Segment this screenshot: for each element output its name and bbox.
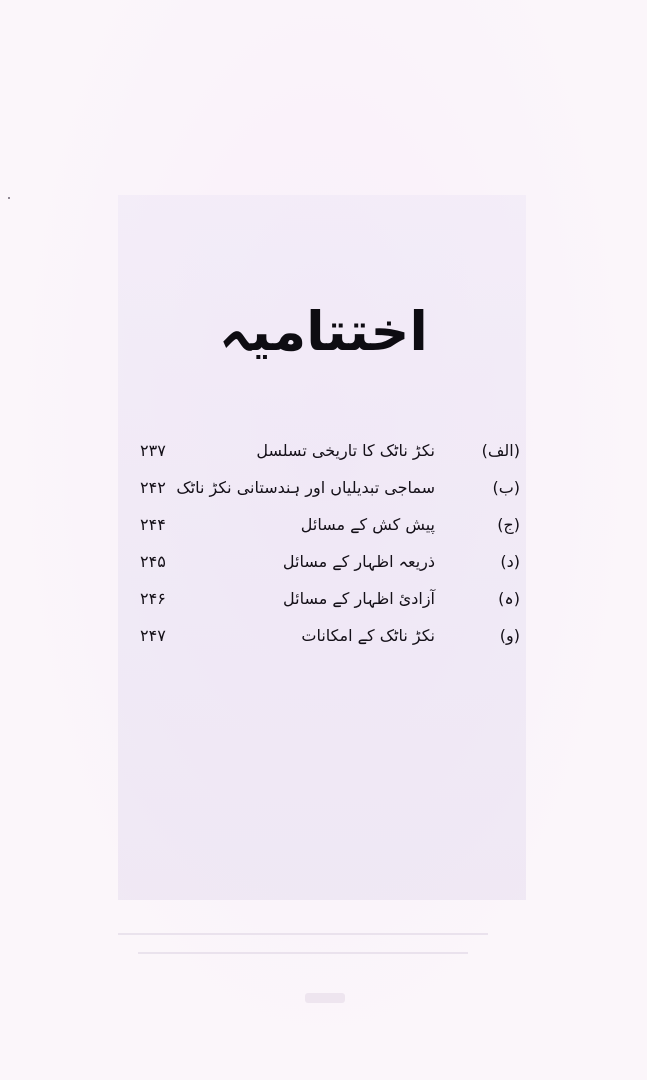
- toc-row: [140, 546, 520, 576]
- table-of-contents: [140, 435, 520, 657]
- toc-item-title: ذریعہ اظہار کے مسائل: [282, 552, 435, 571]
- toc-item-page: ۲۴۴: [140, 515, 166, 534]
- toc-item-label: (د): [500, 552, 520, 571]
- toc-item-title: پیش کش کے مسائل: [300, 515, 435, 534]
- toc-item-page: ۲۴۵: [140, 552, 166, 571]
- show-through-page-number: [305, 993, 345, 1003]
- show-through-line: [118, 933, 488, 935]
- toc-item-page: ۲۴۶: [140, 589, 166, 608]
- toc-row: [140, 435, 520, 465]
- toc-item-label: (ج): [497, 515, 520, 534]
- toc-item-page: ۲۴۷: [140, 626, 166, 645]
- toc-item-label: (ہ): [498, 589, 520, 608]
- paper-speck: [8, 197, 10, 199]
- toc-item-label: (الف): [481, 441, 520, 460]
- toc-item-label: (و): [499, 626, 520, 645]
- toc-item-title: آزادیٔ اظہار کے مسائل: [283, 589, 435, 608]
- toc-row: [140, 583, 520, 613]
- toc-item-title: نکڑ ناٹک کے امکانات: [301, 626, 435, 645]
- toc-item-label: (ب): [492, 478, 520, 497]
- toc-row: [140, 509, 520, 539]
- page-title: اختتامیہ: [219, 300, 428, 363]
- show-through-line: [138, 952, 468, 954]
- toc-row: [140, 472, 520, 502]
- toc-item-title: سماجی تبدیلیاں اور ہندستانی نکڑ ناٹک: [176, 478, 435, 497]
- toc-item-page: ۲۴۲: [140, 478, 166, 497]
- toc-row: [140, 620, 520, 650]
- toc-item-title: نکڑ ناٹک کا تاریخی تسلسل: [256, 441, 435, 460]
- toc-item-page: ۲۳۷: [140, 441, 166, 460]
